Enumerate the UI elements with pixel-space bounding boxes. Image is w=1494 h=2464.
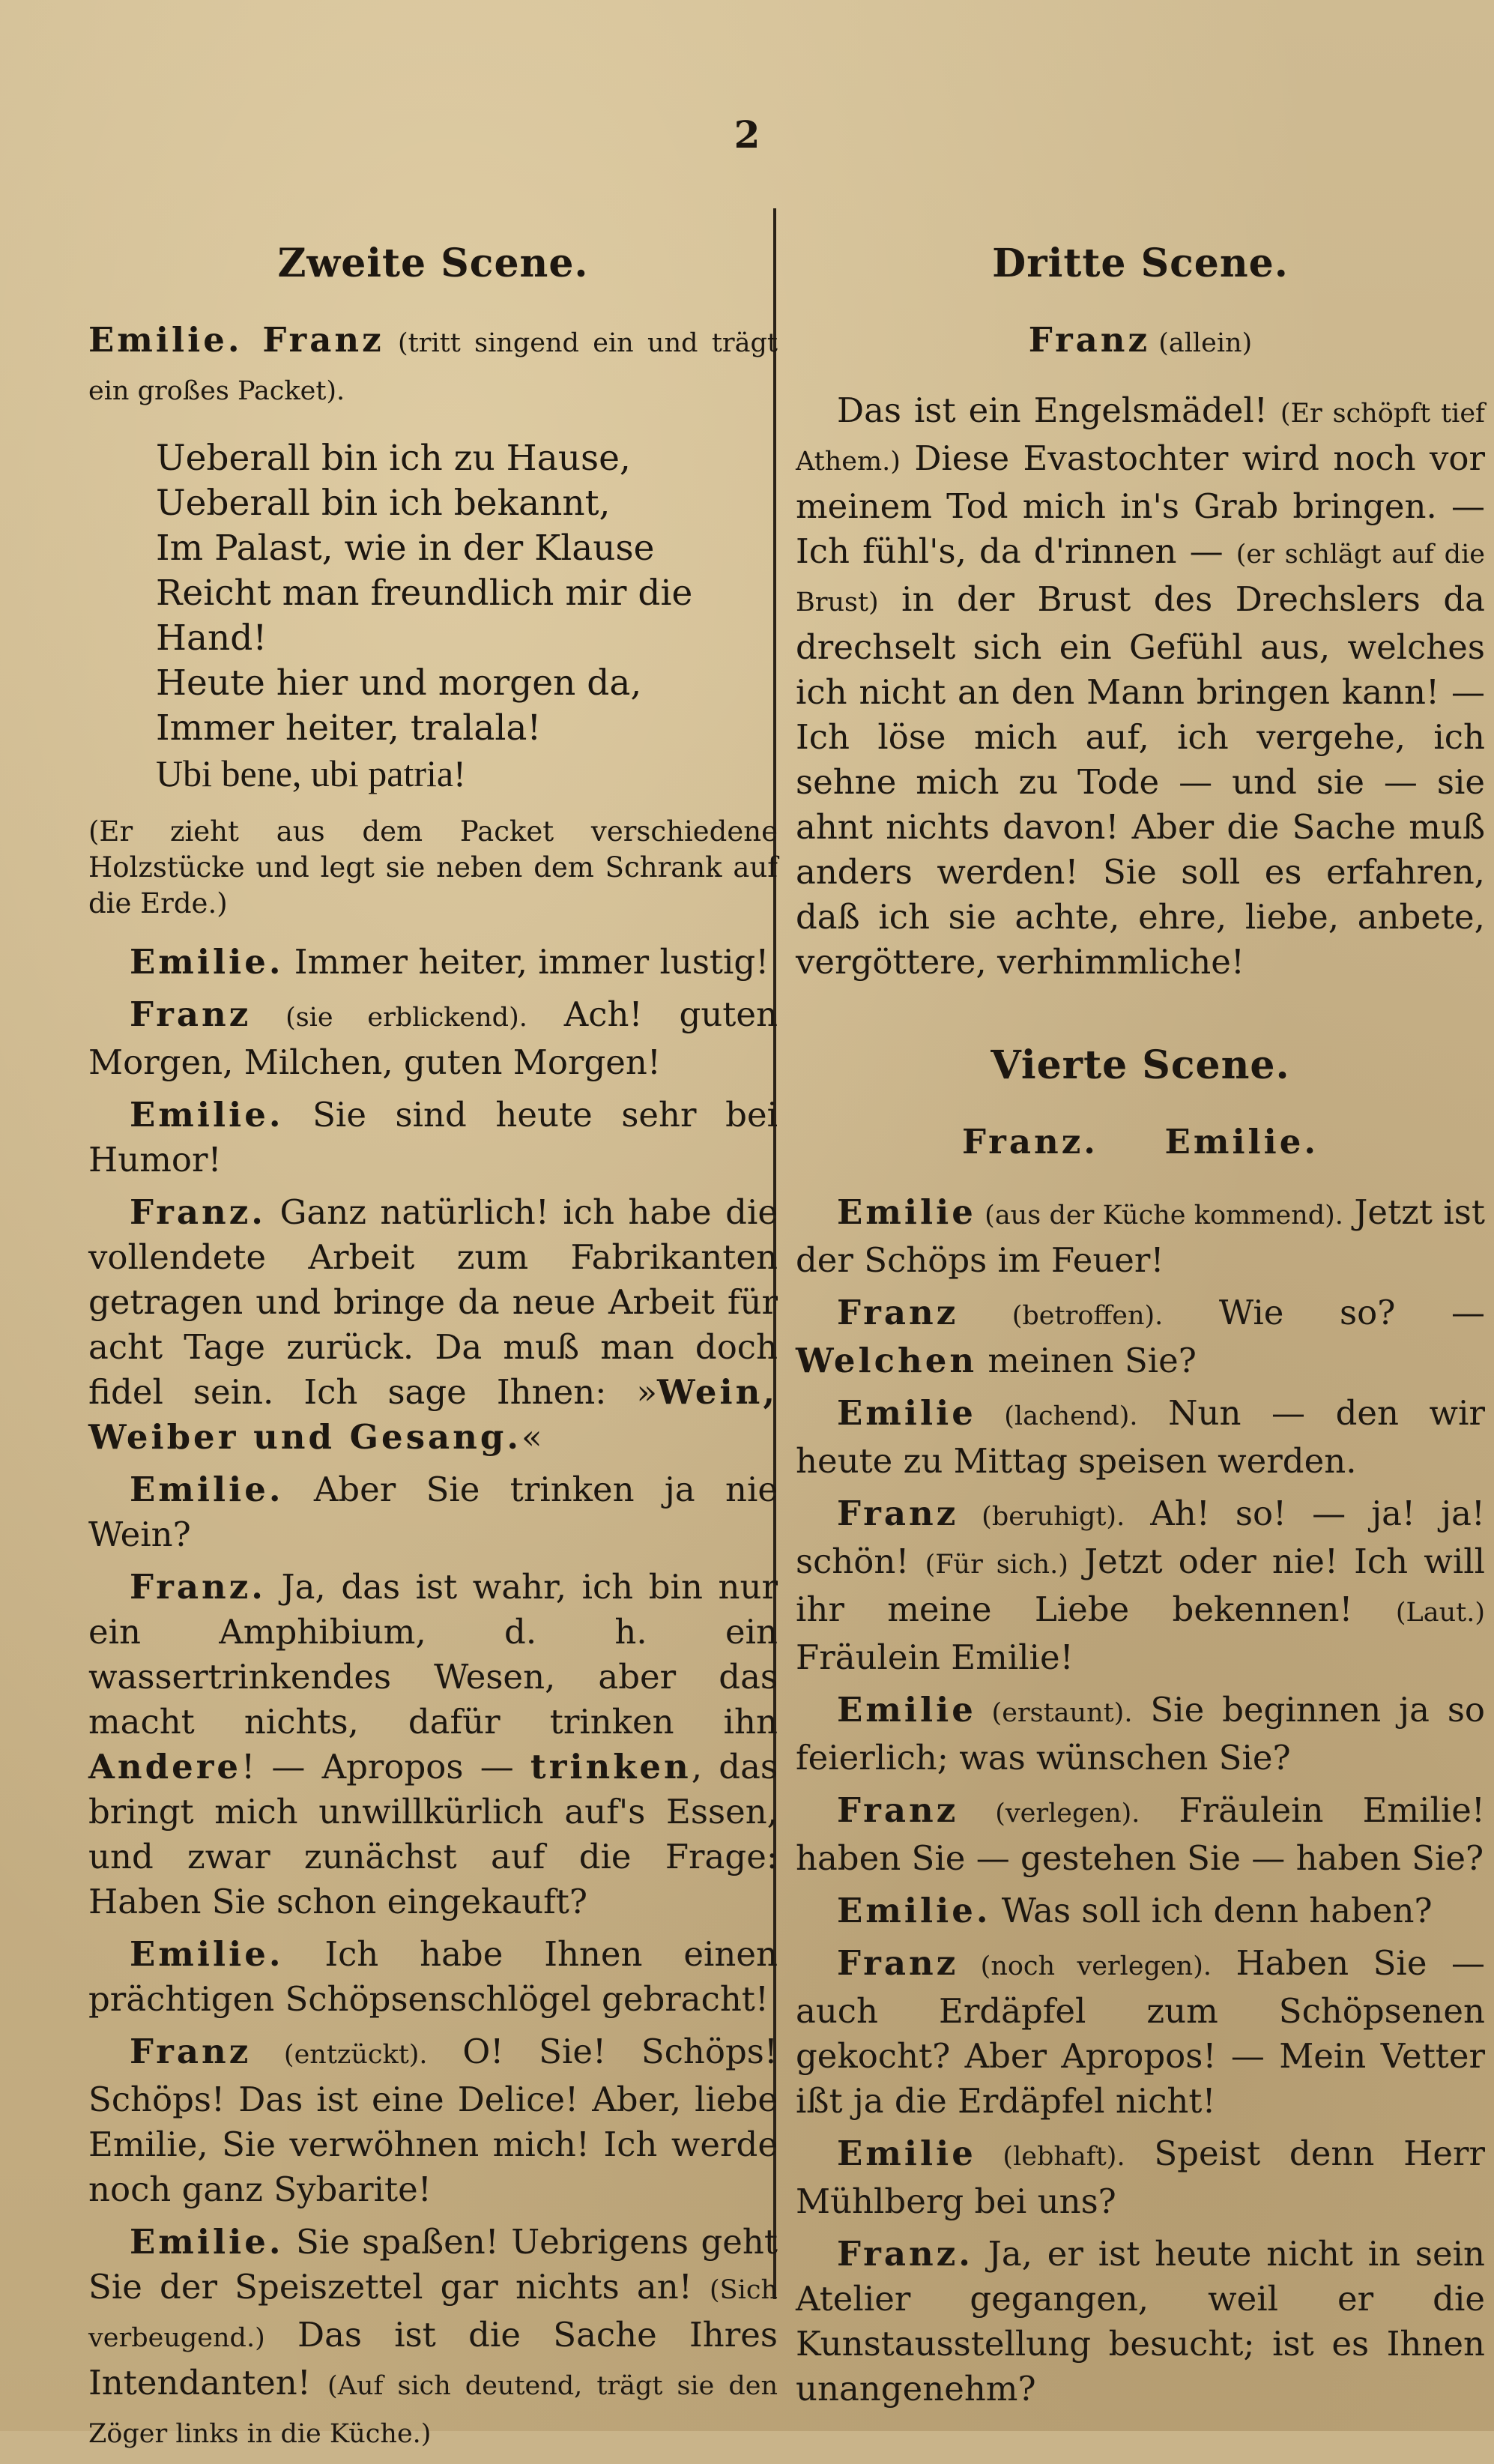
speaker: Emilie. bbox=[1164, 1122, 1319, 1162]
stage-direction: (beruhigt). bbox=[958, 1502, 1125, 1532]
speaker: Emilie bbox=[837, 2134, 976, 2173]
speaker: Emilie. bbox=[130, 1470, 284, 1509]
paragraph bbox=[88, 2029, 778, 2212]
paragraph bbox=[796, 1190, 1485, 1283]
emphasis-text: Andere bbox=[88, 1747, 242, 1787]
stage-direction: (entzückt). bbox=[251, 2040, 428, 2070]
stage-direction: (Er schöpft tief Athem.) bbox=[796, 399, 1485, 477]
song-line: Ueberall bin ich zu Hause, bbox=[156, 438, 631, 479]
speaker: Emilie bbox=[837, 1393, 976, 1433]
paragraph bbox=[796, 1788, 1485, 1881]
speaker: Franz bbox=[130, 994, 252, 1034]
left-column bbox=[88, 240, 778, 2464]
dialogue-text: Ich habe Ihnen einen prächtigen Schöpsenschlögel gebracht! bbox=[88, 1934, 778, 2019]
speaker: Franz. bbox=[961, 1122, 1098, 1162]
dialogue-text: Ganz natürlich! ich habe die vollendete Arbeit zum Fabrikanten getragen und bringe da neue Arbeit für acht Tage zurück. Da muß man doch fidel sein. Ich sage Ihnen: » bbox=[88, 1192, 778, 1412]
speaker: Franz bbox=[1028, 320, 1151, 360]
stage-direction: (Er zieht aus dem Packet verschiedene Holzstücke und legt sie neben dem Schrank auf die Erde.) bbox=[88, 815, 778, 920]
dialogue-text: Sie beginnen ja so feierlich; was wünschen Sie? bbox=[796, 1690, 1486, 1778]
paragraph bbox=[88, 1190, 778, 1460]
emphasis-text: Welchen bbox=[796, 1341, 978, 1380]
dialogue-text: « bbox=[521, 1417, 542, 1457]
paragraph bbox=[796, 1491, 1485, 1680]
stage-direction: (aus der Küche kommend). bbox=[976, 1201, 1343, 1231]
speaker: Franz. bbox=[837, 2234, 973, 2274]
stage-direction: (verlegen). bbox=[958, 1799, 1140, 1829]
dialogue-text: Ach! guten Morgen, Milchen, guten Morgen! bbox=[88, 994, 778, 1082]
speaker: Emilie. bbox=[130, 2222, 284, 2262]
paragraph bbox=[796, 2131, 1485, 2224]
stage-direction: (erstaunt). bbox=[976, 1698, 1133, 1728]
song-line: Immer heiter, tralala! bbox=[156, 707, 542, 749]
scene-heading-zweite: Zweite Scene. bbox=[277, 241, 589, 286]
paragraph bbox=[796, 1290, 1485, 1383]
scene-heading-vierte: Vierte Scene. bbox=[991, 1042, 1290, 1088]
song-line: Reicht man freundlich mir die Hand! bbox=[156, 573, 693, 659]
emphasis-text: Wein, Weiber und Gesang. bbox=[88, 1372, 778, 1457]
spacer bbox=[796, 992, 1485, 1042]
dialogue-text: Jetzt ist der Schöps im Feuer! bbox=[796, 1192, 1485, 1280]
emphasis-text: trinken bbox=[530, 1747, 692, 1787]
stage-direction: (tritt singend ein und trägt ein großes Packet). bbox=[88, 328, 778, 406]
song-line: Heute hier und morgen da, bbox=[156, 662, 642, 704]
song-verse bbox=[156, 436, 778, 796]
dialogue-text: , das bringt mich unwillkürlich auf's Essen, und zwar zunächst auf die Frage: Haben Sie schon eingekauft? bbox=[88, 1747, 778, 1921]
dialogue-text: in der Brust des Drechslers da drechselt sich ein Gefühl aus, welches ich nicht an den Mann bringen kann! — Ich löse mich auf, ich vergehe, ich sehne mich zu Tode — und sie — sie ahnt nichts davon! Aber die Sache muß anders werden! Sie soll es erfahren, daß ich sie achte, ehre, liebe, anbete, vergöttere, verhimmliche! bbox=[796, 579, 1485, 982]
dialogue-text: Speist denn Herr Mühlberg bei uns? bbox=[796, 2134, 1485, 2221]
paragraph bbox=[88, 1093, 778, 1183]
speaker: Emilie bbox=[837, 1192, 976, 1232]
stage-direction: (er schlägt auf die Brust) bbox=[796, 540, 1485, 617]
dialogue-text: Das ist die Sache Ihres Intendanten! bbox=[88, 2315, 778, 2403]
paragraph bbox=[88, 1932, 778, 2022]
speaker: Franz bbox=[262, 320, 384, 360]
stage-direction: (Auf sich deutend, trägt sie den Zöger links in die Küche.) bbox=[88, 2371, 778, 2449]
dialogue-text: Jetzt oder nie! Ich will ihr meine Liebe bekennen! bbox=[796, 1541, 1485, 1629]
stage-direction: (allein) bbox=[1150, 328, 1253, 358]
dialogue-text: Das ist ein Engelsmädel! bbox=[837, 390, 1280, 430]
speaker: Emilie. bbox=[837, 1891, 991, 1930]
page-number: 2 bbox=[734, 112, 760, 157]
dialogue-text: Wie so? — bbox=[1163, 1293, 1485, 1332]
dialogue-text: Immer heiter, immer lustig! bbox=[283, 942, 769, 982]
speaker: Franz bbox=[837, 1293, 959, 1332]
paragraph bbox=[796, 1941, 1485, 2124]
dialogue-text: Aber Sie trinken ja nie Wein? bbox=[88, 1470, 778, 1554]
stage-direction: (lachend). bbox=[976, 1401, 1138, 1431]
dialogue-text: Diese Evastochter wird noch vor meinem Tod mich in's Grab bringen. — Ich fühl's, da d'rinnen — bbox=[796, 438, 1485, 571]
speaker: Franz bbox=[837, 1790, 959, 1830]
speaker: Emilie bbox=[837, 1690, 976, 1730]
stage-direction: (betroffen). bbox=[958, 1301, 1164, 1331]
dialogue-text: ! — Apropos — bbox=[241, 1747, 530, 1787]
song-line: Ueberall bin ich bekannt, bbox=[156, 483, 611, 524]
dialogue-text: O! Sie! Schöps! Schöps! Das ist eine Delice! Aber, liebe Emilie, Sie verwöhnen mich! Ich werde noch ganz Sybarite! bbox=[88, 2032, 778, 2209]
stage-direction: (Laut.) bbox=[1395, 1598, 1485, 1628]
song-line: Im Palast, wie in der Klause bbox=[156, 528, 655, 569]
dialogue-text: Sie sind heute sehr bei Humor! bbox=[88, 1095, 778, 1180]
speaker: Emilie. bbox=[130, 942, 284, 982]
speaker: Franz bbox=[837, 1943, 959, 1983]
stage-direction: (noch verlegen). bbox=[958, 1951, 1212, 1981]
dialogue-text: Fräulein Emilie! bbox=[796, 1637, 1074, 1677]
speaker: Franz bbox=[837, 1494, 959, 1533]
paragraph bbox=[88, 1565, 778, 1924]
paragraph bbox=[796, 1888, 1485, 1933]
stage-direction: (sie erblickend). bbox=[251, 1003, 527, 1033]
paragraph bbox=[88, 318, 778, 414]
paragraph bbox=[88, 2220, 778, 2457]
speaker: Franz bbox=[130, 2032, 252, 2071]
dialogue-text: Haben Sie — auch Erdäpfel zum Schöpsenen gekocht? Aber Apropos! — Mein Vetter ißt ja die Erdäpfel nicht! bbox=[796, 1943, 1485, 2121]
speaker: Emilie. bbox=[88, 320, 263, 360]
dialogue-text: meinen Sie? bbox=[977, 1341, 1197, 1380]
paragraph bbox=[796, 1688, 1485, 1781]
paragraph bbox=[88, 1467, 778, 1557]
paragraph bbox=[88, 940, 778, 985]
dialogue-text: Was soll ich denn haben? bbox=[991, 1891, 1433, 1930]
stage-direction: (Für sich.) bbox=[925, 1550, 1068, 1580]
speaker: Franz. bbox=[130, 1567, 266, 1607]
paragraph bbox=[796, 1391, 1485, 1484]
speaker: Emilie. bbox=[130, 1095, 284, 1135]
scene-heading-dritte: Dritte Scene. bbox=[992, 241, 1289, 286]
speaker: Franz. bbox=[130, 1192, 266, 1232]
right-column bbox=[796, 240, 1485, 2419]
stage-direction: (Sich verbeugend.) bbox=[88, 2275, 778, 2353]
paragraph bbox=[796, 388, 1485, 985]
stage-direction: (lebhaft). bbox=[976, 2142, 1125, 2172]
paragraph bbox=[796, 2232, 1485, 2412]
cast-line bbox=[796, 1120, 1485, 1165]
dialogue-text: Fräulein Emilie! haben Sie — gestehen Sie — haben Sie? bbox=[796, 1790, 1485, 1878]
dialogue-text: Nun — den wir heute zu Mittag speisen werden. bbox=[796, 1393, 1485, 1481]
paragraph bbox=[88, 992, 778, 1085]
character-line bbox=[796, 318, 1485, 366]
dialogue-text: Ja, das ist wahr, ich bin nur ein Amphibium, d. h. ein wassertrinkendes Wesen, aber das macht nichts, dafür trinken ihn bbox=[88, 1567, 778, 1742]
speaker: Emilie. bbox=[130, 1934, 284, 1974]
dialogue-text: Sie spaßen! Uebrigens geht Sie der Speiszettel gar nichts an! bbox=[88, 2222, 778, 2307]
song-line: Ubi bene, ubi patria! bbox=[156, 752, 466, 794]
dialogue-text: Ah! so! — ja! ja! schön! bbox=[796, 1494, 1485, 1581]
dialogue-text: Ja, er ist heute nicht in sein Atelier gegangen, weil er die Kunstausstellung besucht; ist es Ihnen unangenehm? bbox=[796, 2234, 1485, 2409]
